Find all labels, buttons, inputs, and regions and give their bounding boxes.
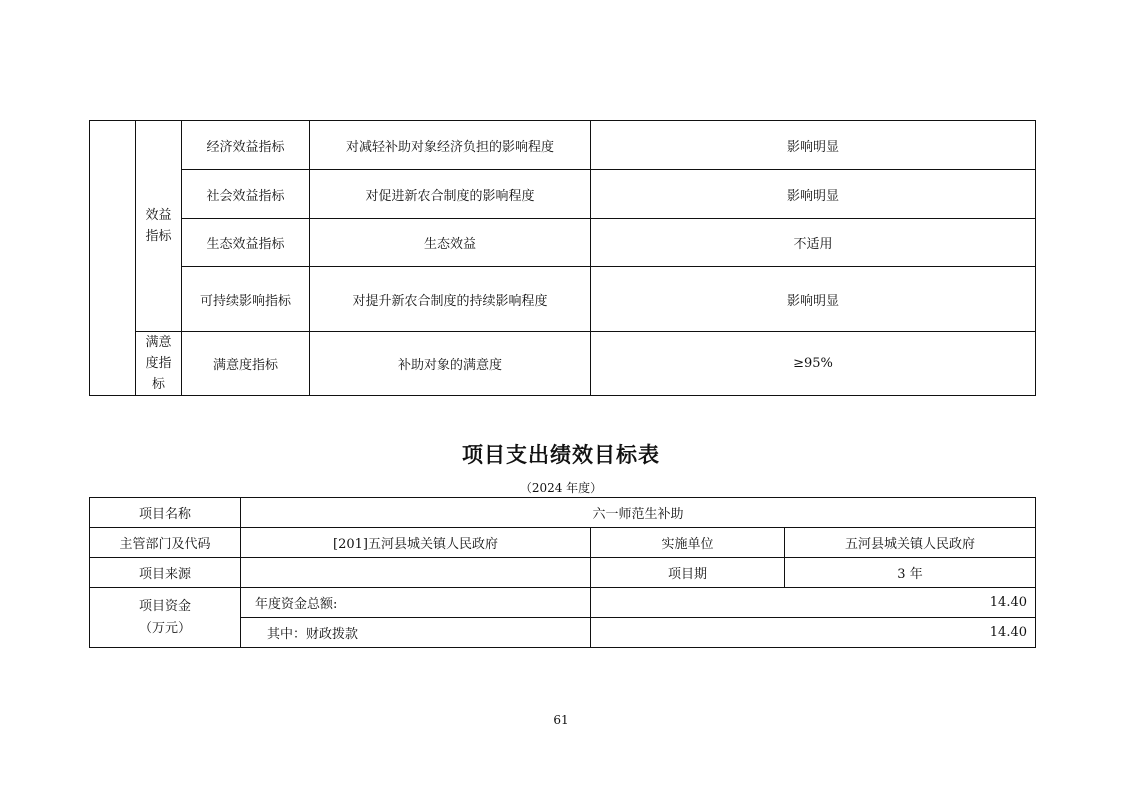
section-title: 项目支出绩效目标表 <box>462 443 660 467</box>
indicator-value: 影响明显 <box>591 267 1036 332</box>
indicator-name: 对促进新农合制度的影响程度 <box>310 170 591 219</box>
performance-indicator-table <box>89 120 1036 396</box>
benefit-indicator-label <box>136 121 182 332</box>
table-row <box>90 588 1036 618</box>
indicator-name: 对提升新农合制度的持续影响程度 <box>310 267 591 332</box>
indicator-category: 可持续影响指标 <box>182 267 310 332</box>
indicator-value: 影响明显 <box>591 170 1036 219</box>
project-source-label: 项目来源 <box>90 558 241 588</box>
project-period-value: 3 年 <box>785 558 1036 588</box>
indicator-value: 不适用 <box>591 219 1036 267</box>
project-expenditure-table <box>89 497 1036 648</box>
annual-total-value: 14.40 <box>591 588 1036 618</box>
project-funds-text: 项目资金 （万元） <box>138 598 191 636</box>
indicator-category: 满意度指标 <box>182 332 310 396</box>
fiscal-allocation-label: 其中：财政拨款 <box>241 618 591 648</box>
indicator-name: 生态效益 <box>310 219 591 267</box>
section-subtitle: （2024 年度） <box>519 481 603 495</box>
fiscal-allocation-value: 14.40 <box>591 618 1036 648</box>
satisfaction-indicator-label <box>136 332 182 396</box>
indicator-value: ≥95% <box>591 332 1036 396</box>
table-row <box>90 528 1036 558</box>
benefit-indicator-text: 效益 指标 <box>145 208 172 244</box>
table-row <box>90 267 1036 332</box>
page-number: 61 <box>553 713 569 727</box>
table-row <box>90 170 1036 219</box>
project-name-label: 项目名称 <box>90 498 241 528</box>
indicator-name: 对减轻补助对象经济负担的影响程度 <box>310 121 591 170</box>
project-name-value: 六一师范生补助 <box>241 498 1036 528</box>
table-row <box>90 558 1036 588</box>
implementing-unit-label: 实施单位 <box>591 528 785 558</box>
indicator-value: 影响明显 <box>591 121 1036 170</box>
indicator-name: 补助对象的满意度 <box>310 332 591 396</box>
table-row <box>90 219 1036 267</box>
outer-category-cell <box>90 121 136 396</box>
department-value: [201]五河县城关镇人民政府 <box>241 528 591 558</box>
annual-total-label: 年度资金总额: <box>241 588 591 618</box>
department-label: 主管部门及代码 <box>90 528 241 558</box>
indicator-category: 生态效益指标 <box>182 219 310 267</box>
indicator-category: 社会效益指标 <box>182 170 310 219</box>
project-source-value <box>241 558 591 588</box>
table-row <box>90 121 1036 170</box>
satisfaction-indicator-text: 满意 度指 标 <box>145 335 172 392</box>
project-funds-label <box>90 588 241 648</box>
implementing-unit-value: 五河县城关镇人民政府 <box>785 528 1036 558</box>
table-row <box>90 498 1036 528</box>
table-row <box>90 332 1036 396</box>
indicator-category: 经济效益指标 <box>182 121 310 170</box>
project-period-label: 项目期 <box>591 558 785 588</box>
